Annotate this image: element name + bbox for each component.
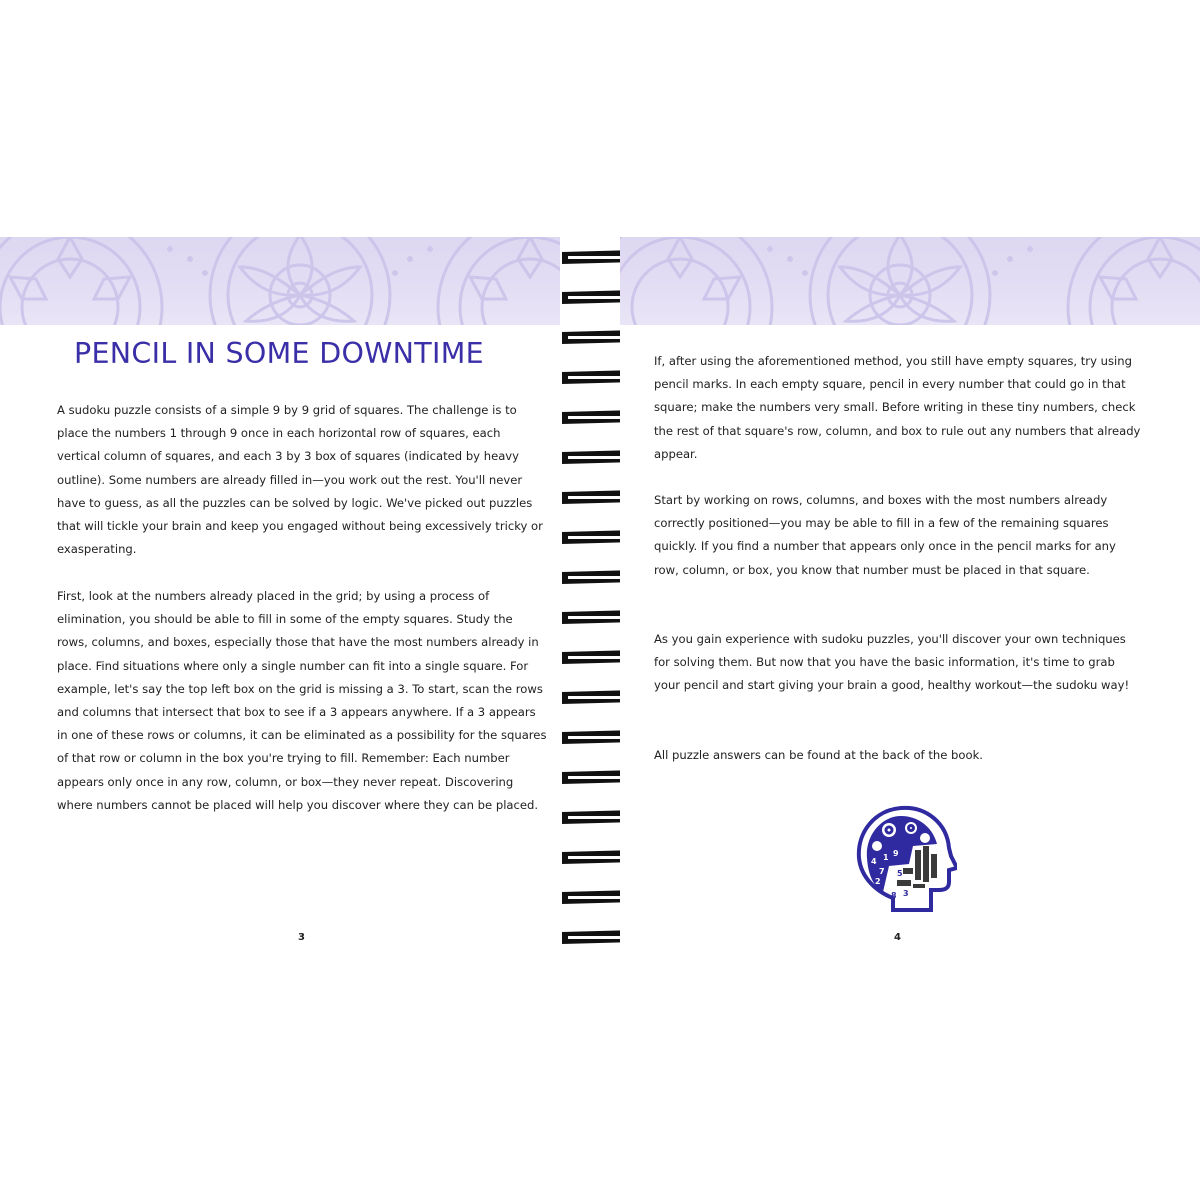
svg-text:8: 8 [891,891,897,900]
right-page [620,237,1200,963]
answers-note: All puzzle answers can be found at the back of the book. [654,748,983,762]
method-paragraph: First, look at the numbers already placed in the grid; by using a process of elimination, you should be able to fill in some of the empty squares. Study the rows, columns, and boxes, especially those that have the most numbers already in place. Find situations where only a single number can fit into a single square. For example, let's say the top left box on the grid is missing a 3. To start, scan the rows and columns that intersect that box to see if a 3 appears anywhere. If a 3 appears in one of these rows or columns, it can be eliminated as a possibility for the squares of that row or column in the box you're trying to fill. Remember: Each number appears only once in any row, column, or box—they never repeat. Discovering where numbers cannot be placed will help you discover where they can be placed. [57,589,547,812]
page-number-right: 4 [894,932,901,943]
svg-text:9: 9 [893,849,899,858]
svg-text:3: 3 [903,889,909,898]
left-page [0,237,562,963]
svg-text:2: 2 [875,877,881,886]
svg-text:4: 4 [871,857,877,866]
intro-paragraph: A sudoku puzzle consists of a simple 9 by 9 grid of squares. The challenge is to place the numbers 1 through 9 once in each horizontal row of squares, each vertical column of squares, and each 3 by 3 box of squares (indicated by heavy outline). Some numbers are already filled in—you work out the rest. You'll never have to guess, as all the puzzles can be solved by logic. We've picked out puzzles that will tickle your brain and keep you engaged without being excessively tricky or exasperating. [57,403,543,557]
svg-text:1: 1 [883,853,889,862]
svg-text:7: 7 [879,867,885,876]
experience-paragraph: As you gain experience with sudoku puzzles, you'll discover your own techniques for solving them. But now that you have the basic information, it's time to grab your pencil and start giving your brain a good, healthy workout—the sudoku way! [654,632,1130,693]
book-spread [0,237,1200,963]
svg-text:5: 5 [897,869,903,878]
mandala-ornament-icon [620,237,1200,325]
header-band [620,237,1200,325]
strategy-paragraph: Start by working on rows, columns, and boxes with the most numbers already correctly positioned—you may be able to fill in a few of the remaining squares quickly. If you find a number that appears only once in the pencil marks for any row, column, or box, you know that number must be placed in that square. [654,493,1116,577]
page-number-left: 3 [298,932,305,943]
header-band [0,237,562,325]
page-title: PENCIL IN SOME DOWNTIME [74,337,484,370]
head-gears-icon [853,802,957,914]
pencil-marks-paragraph: If, after using the aforementioned method, you still have empty squares, try using pencil marks. In each empty square, pencil in every number that could go in that square; make the numbers very small. Before writing in these tiny numbers, check the rest of that square's row, column, and box to rule out any numbers that already appear. [654,354,1141,461]
mandala-ornament-icon [0,237,562,325]
